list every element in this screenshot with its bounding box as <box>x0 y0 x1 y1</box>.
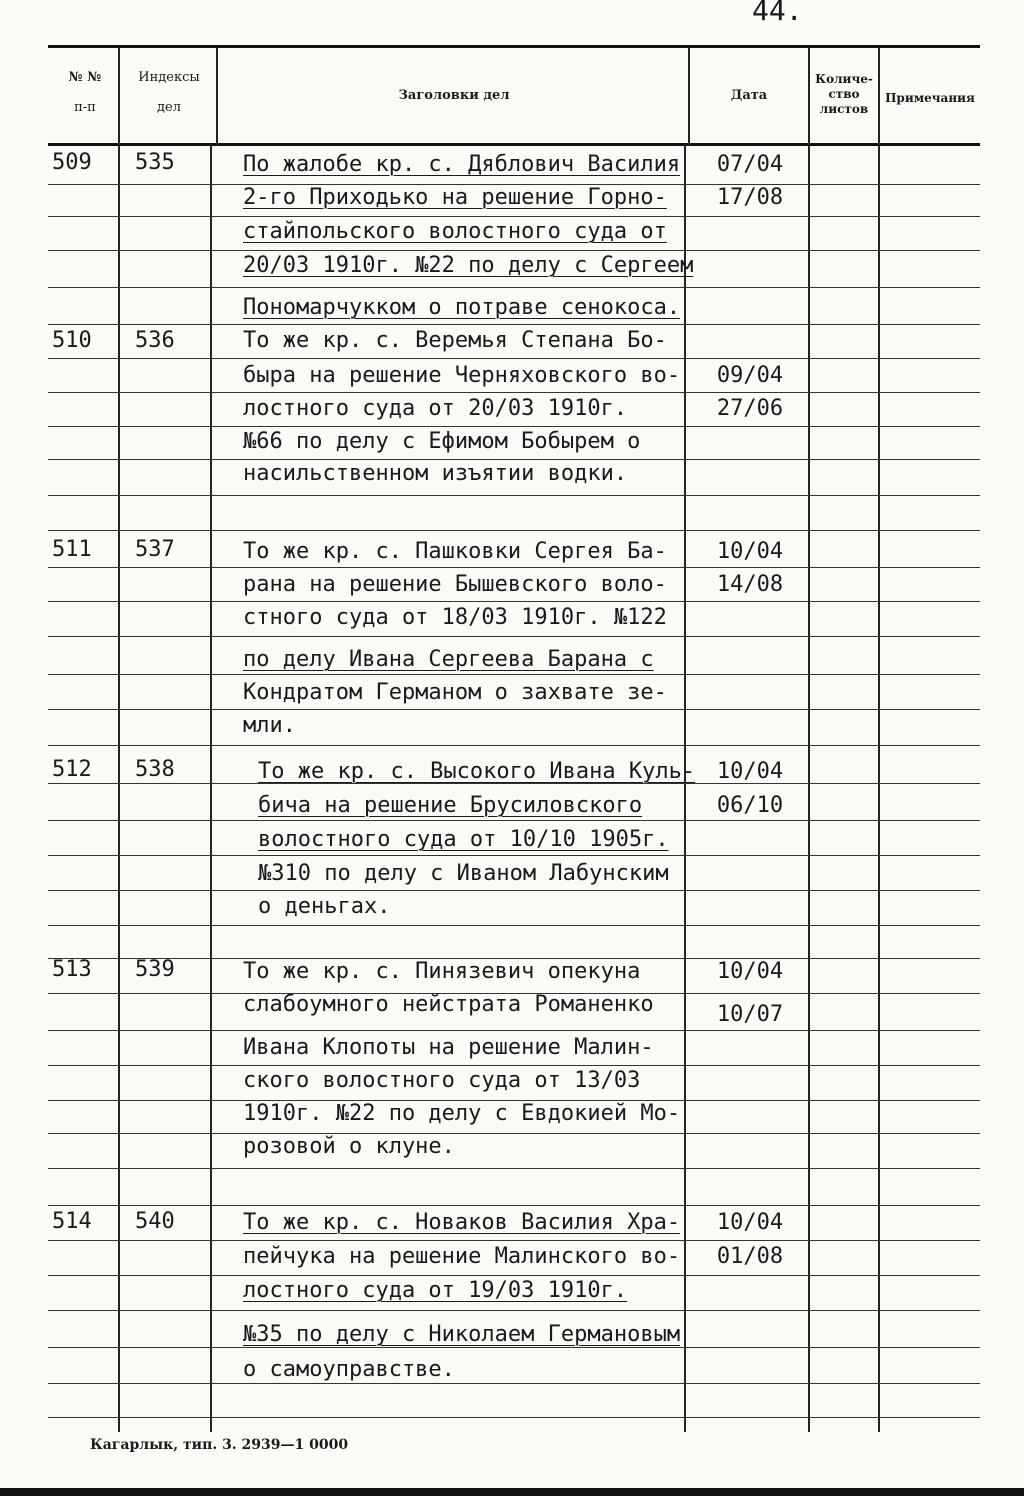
entry-date: 10/04 <box>716 539 784 564</box>
page-number: 44. <box>752 0 803 27</box>
entry-num: 512 <box>52 757 92 782</box>
entry-num: 514 <box>52 1209 92 1234</box>
header-title: Заголовки дел <box>398 88 510 103</box>
row-rule <box>48 1030 980 1031</box>
entry-num: 510 <box>52 328 92 353</box>
column-divider <box>688 47 690 146</box>
header-num-line1: № № <box>68 70 102 85</box>
header-index <box>122 70 216 116</box>
entry-title-line: ского волостного суда от 13/03 <box>243 1068 641 1093</box>
entry-title-line: о деньгах. <box>258 894 391 919</box>
entry-num: 511 <box>52 537 92 562</box>
entry-title-line: То же кр. с. Высокого Ивана Куль- <box>258 759 696 784</box>
entry-title-line: Кондратом Германом о захвате зе- <box>243 680 667 705</box>
entry-index: 538 <box>135 757 175 782</box>
table-top-rule <box>48 45 980 48</box>
header-sheets-line2: ство <box>828 87 860 101</box>
column-divider <box>216 47 218 146</box>
column-divider <box>808 47 810 1432</box>
entry-title-line: быра на решение Черняховского во- <box>243 363 681 388</box>
entry-index: 539 <box>135 957 175 982</box>
entry-title-line: рана на решение Бышевского воло- <box>243 572 667 597</box>
entry-title-line: лостного суда от 19/03 1910г. <box>243 1278 628 1303</box>
entry-title-line: стайпольского волостного суда от <box>243 219 667 244</box>
entry-num: 513 <box>52 957 92 982</box>
row-rule <box>48 601 980 602</box>
entry-title-line: пейчука на решение Малинского во- <box>243 1244 681 1269</box>
entry-title-line: То же кр. с. Пашковки Сергея Ба- <box>243 539 667 564</box>
entry-num: 509 <box>52 150 92 175</box>
entry-title-line: То же кр. с. Новаков Василия Хра- <box>243 1210 681 1235</box>
entry-title-line: волостного суда от 10/10 1905г. <box>258 827 669 852</box>
entry-date: 14/08 <box>716 572 784 597</box>
row-rule <box>48 567 980 568</box>
row-rule <box>48 1240 980 1241</box>
entry-title-line: насильственном изъятии водки. <box>243 461 628 486</box>
row-rule <box>48 1310 980 1311</box>
entry-title-line: 20/03 1910г. №22 по делу с Сергеем <box>243 253 694 278</box>
row-rule <box>48 392 980 393</box>
row-rule <box>48 1205 980 1206</box>
scan-edge <box>0 1488 1024 1496</box>
entry-date: 27/06 <box>716 396 784 421</box>
entry-title-line: Пономарчукком о потраве сенокоса. <box>243 295 681 320</box>
entry-date: 09/04 <box>716 363 784 388</box>
row-rule <box>48 358 980 359</box>
row-rule <box>48 1133 980 1134</box>
entry-title-line: стного суда от 18/03 1910г. №122 <box>243 605 667 630</box>
entry-date: 10/04 <box>716 759 784 784</box>
header-index-line2: дел <box>157 100 181 115</box>
entry-index: 540 <box>135 1209 175 1234</box>
entry-date: 17/08 <box>716 185 784 210</box>
entry-title-line: по делу Ивана Сергеева Барана с <box>243 647 654 672</box>
header-num <box>52 70 118 116</box>
entry-title-line: лостного суда от 20/03 1910г. <box>243 396 628 421</box>
entry-date: 10/04 <box>716 959 784 984</box>
entry-title-line: №310 по делу с Иваном Лабунским <box>258 861 669 886</box>
row-rule <box>48 1383 980 1384</box>
header-num-line2: п-п <box>74 100 96 115</box>
entry-title-line: То же кр. с. Веремья Степана Бо- <box>243 328 667 353</box>
row-rule <box>48 530 980 531</box>
row-rule <box>48 1168 980 1169</box>
table-header-rule <box>48 143 980 146</box>
entry-date: 06/10 <box>716 793 784 818</box>
row-rule <box>48 890 980 891</box>
entry-date: 07/04 <box>716 152 784 177</box>
column-divider <box>878 47 880 1432</box>
printer-imprint: Кагарлык, тип. 3. 2939—1 0000 <box>90 1437 349 1453</box>
entry-title-line: о самоуправстве. <box>243 1357 455 1382</box>
header-sheets-line3: листов <box>819 102 869 116</box>
row-rule <box>48 1417 980 1418</box>
entry-index: 535 <box>135 150 175 175</box>
entry-title-line: Ивана Клопоты на решение Малин- <box>243 1035 654 1060</box>
entry-date: 10/04 <box>716 1210 784 1235</box>
header-index-line1: Индексы <box>138 70 200 85</box>
row-rule <box>48 745 980 746</box>
row-rule <box>48 636 980 637</box>
entry-title-line: мли. <box>243 713 296 738</box>
header-sheets-line1: Количе- <box>815 72 873 86</box>
entry-index: 537 <box>135 537 175 562</box>
row-rule <box>48 925 980 926</box>
entry-title-line: слабоумного нейстрата Романенко <box>243 992 654 1017</box>
entry-title-line: 1910г. №22 по делу с Евдокией Мо- <box>243 1101 681 1126</box>
entry-title-line: То же кр. с. Пинязевич опекуна <box>243 959 641 984</box>
header-notes: Примечания <box>885 91 975 105</box>
entry-date: 01/08 <box>716 1244 784 1269</box>
entry-title-line: розовой о клуне. <box>243 1134 455 1159</box>
entry-title-line: По жалобе кр. с. Дяблович Василия <box>243 152 681 177</box>
header-sheets <box>810 72 878 117</box>
entry-date: 10/07 <box>716 1002 784 1027</box>
row-rule <box>48 495 980 496</box>
header-date: Дата <box>730 88 768 103</box>
row-rule <box>48 709 980 710</box>
entry-title-line: №35 по делу с Николаем Германовым <box>243 1322 681 1347</box>
column-divider <box>118 47 120 1432</box>
row-rule <box>48 287 980 288</box>
row-rule <box>48 324 980 325</box>
row-rule <box>48 855 980 856</box>
entry-title-line: бича на решение Брусиловского <box>258 793 643 818</box>
entry-title-line: №66 по делу с Ефимом Бобырем о <box>243 429 641 454</box>
entry-index: 536 <box>135 328 175 353</box>
entry-title-line: 2-го Приходько на решение Горно- <box>243 185 667 210</box>
